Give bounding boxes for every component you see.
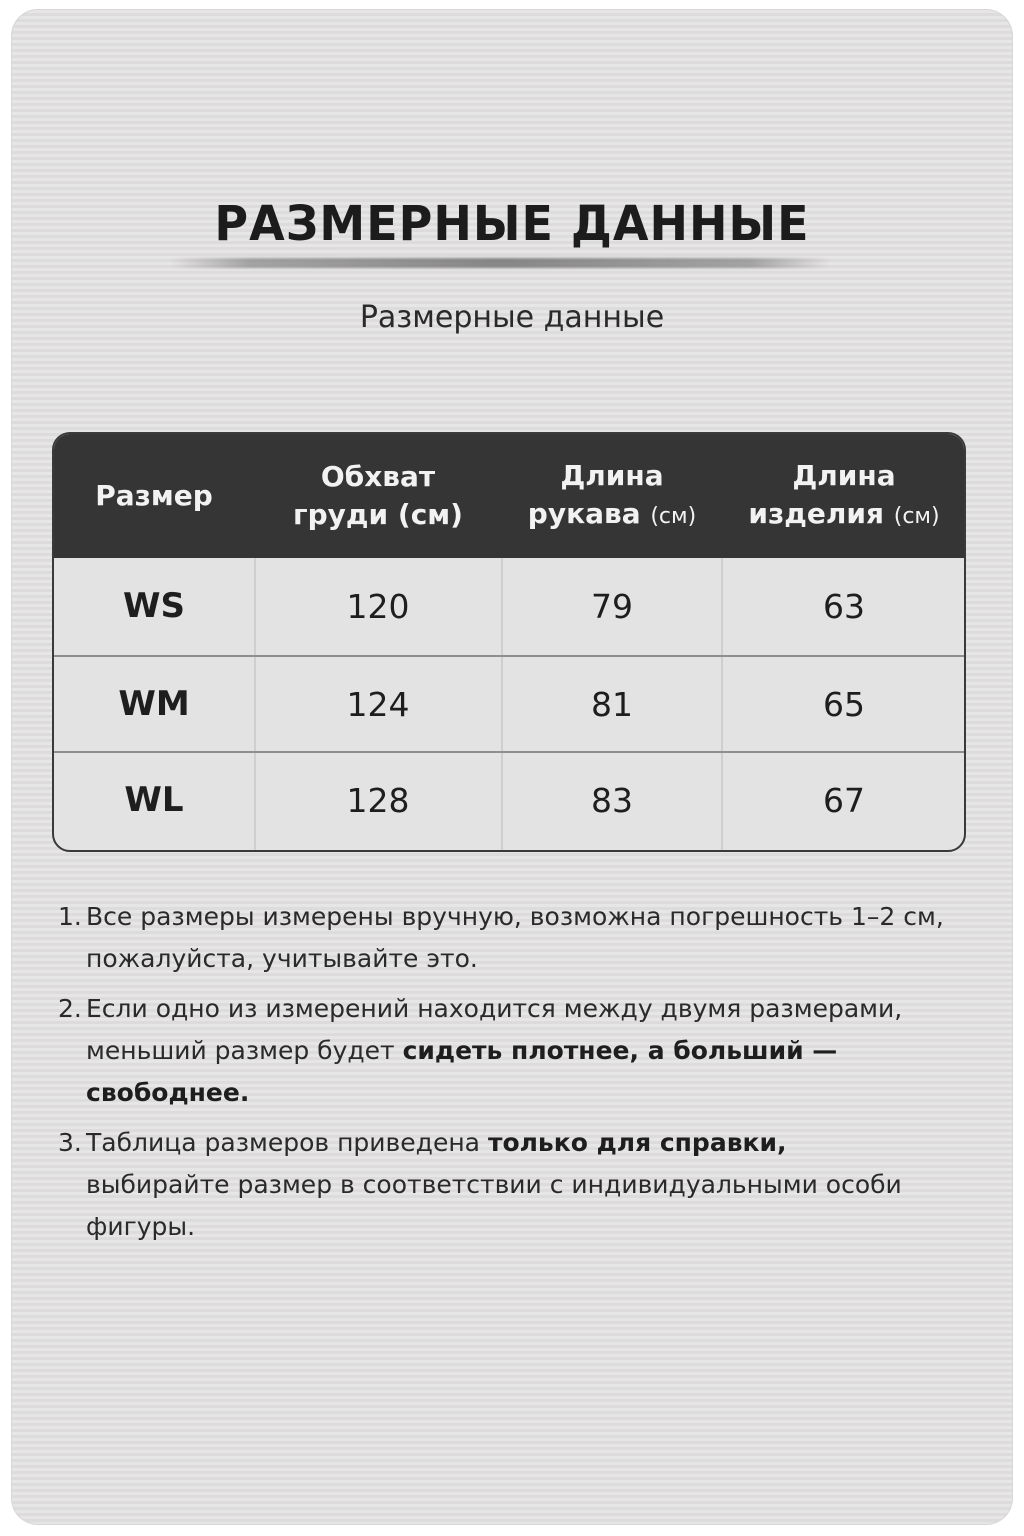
header-sleeve-line2: рукава bbox=[527, 496, 641, 530]
header-chest-line2: груди (см) bbox=[293, 498, 463, 531]
title-brush-underline bbox=[170, 258, 830, 268]
note-line bbox=[86, 1030, 998, 1114]
note-line: Все размеры измерены вручную, возможна погрешность 1–2 см, bbox=[86, 902, 944, 931]
size-table bbox=[52, 432, 966, 852]
note-number: 2. bbox=[58, 994, 82, 1023]
header-length-unit: (см) bbox=[893, 503, 940, 529]
header-length-line1: Длина bbox=[792, 458, 896, 492]
chest-cell: 124 bbox=[346, 684, 410, 724]
header-sleeve-line1: Длина bbox=[560, 458, 664, 492]
sleeve-cell: 83 bbox=[591, 780, 633, 820]
size-cell: WS bbox=[123, 586, 185, 626]
note-emphasis: только для справки, bbox=[487, 1128, 787, 1157]
table-header bbox=[54, 434, 964, 558]
note-line: пожалуйста, учитывайте это. bbox=[86, 944, 478, 973]
header-length-line2: изделия bbox=[748, 496, 884, 530]
sleeve-cell: 79 bbox=[591, 586, 633, 626]
note-emphasis: сидеть плотнее, а больший — свободнее. bbox=[86, 1036, 838, 1107]
header-length bbox=[722, 434, 966, 558]
note-item bbox=[58, 988, 998, 1114]
note-number: 1. bbox=[58, 902, 82, 931]
title-block bbox=[0, 196, 1024, 250]
note-text: меньший размер будет bbox=[86, 1036, 403, 1065]
note-item bbox=[58, 1122, 998, 1248]
page-subtitle: Размерные данные bbox=[359, 300, 665, 335]
note-line bbox=[86, 1122, 998, 1164]
note-item bbox=[58, 896, 998, 980]
length-cell: 65 bbox=[823, 684, 865, 724]
note-text: Таблица размеров приведена bbox=[86, 1128, 488, 1157]
chest-cell: 128 bbox=[346, 780, 410, 820]
note-line: выбирайте размер в соответствии с индивидуальными особи фигуры. bbox=[86, 1170, 902, 1241]
header-sleeve-unit: (см) bbox=[650, 503, 697, 529]
header-chest bbox=[254, 434, 502, 558]
table-row bbox=[54, 656, 964, 752]
chest-cell: 120 bbox=[346, 586, 410, 626]
header-size bbox=[54, 434, 254, 558]
notes-list bbox=[58, 896, 998, 1256]
note-number: 3. bbox=[58, 1128, 82, 1157]
header-size-label: Размер bbox=[95, 479, 213, 512]
page-title: РАЗМЕРНЫЕ ДАННЫЕ bbox=[214, 194, 810, 252]
header-sleeve bbox=[502, 434, 722, 558]
table-row bbox=[54, 558, 964, 654]
table-row bbox=[54, 752, 964, 848]
note-line: Если одно из измерений находится между двумя размерами, bbox=[86, 994, 903, 1023]
length-cell: 63 bbox=[823, 586, 865, 626]
length-cell: 67 bbox=[823, 780, 865, 820]
sleeve-cell: 81 bbox=[591, 684, 633, 724]
header-chest-line1: Обхват bbox=[320, 460, 436, 493]
size-cell: WL bbox=[124, 780, 184, 820]
size-cell: WM bbox=[118, 684, 190, 724]
